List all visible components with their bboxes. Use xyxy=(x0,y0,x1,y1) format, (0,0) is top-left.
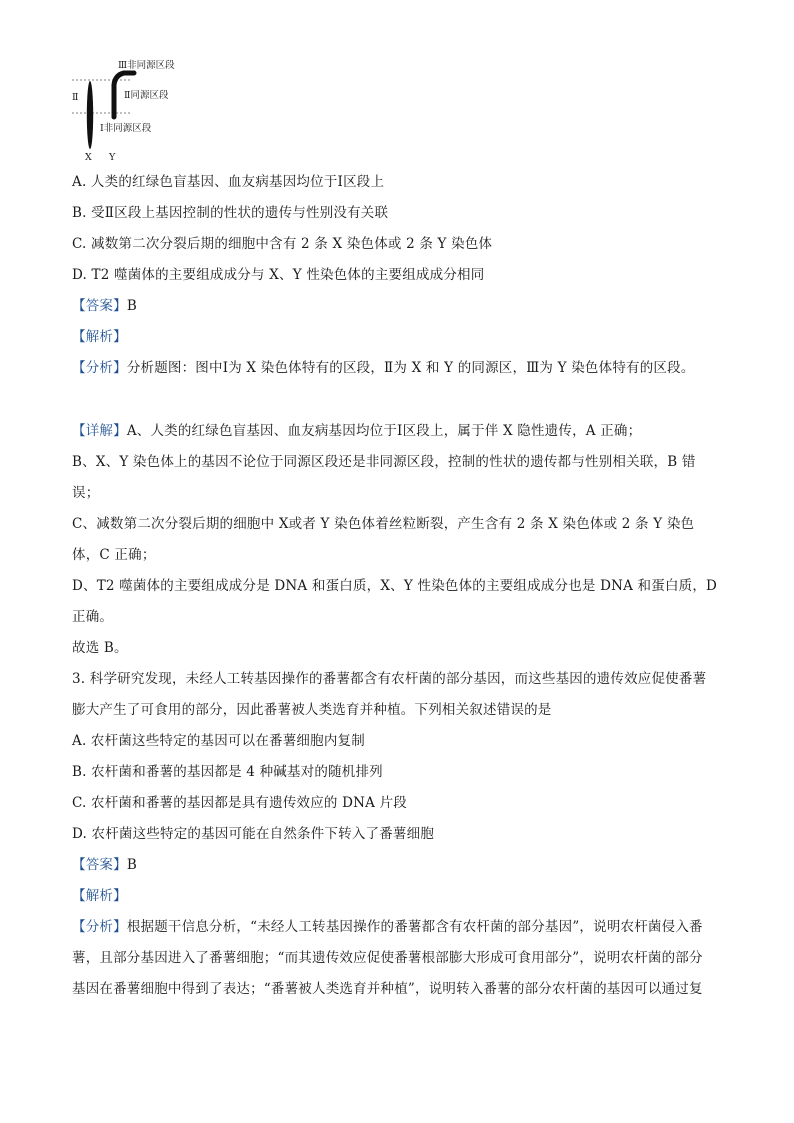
q3-answer-value: B xyxy=(126,857,137,873)
q3-answer-tag: 【答案】 xyxy=(72,857,127,873)
q3-analysis-tag xyxy=(72,886,794,906)
q2-answer xyxy=(72,296,794,316)
q2-fenxi-text: 分析题图：图中Ⅰ为 X 染色体特有的区段，Ⅱ为 X 和 Y 的同源区，Ⅲ为 Y 染色体特有的区段。 xyxy=(126,360,695,376)
q3-option-a: A. 农杆菌这些特定的基因可以在番薯细胞内复制 xyxy=(72,733,365,749)
q3-fenxi-3: 基因在番薯细胞中得到了表达；“番薯被人类选育并种植”，说明转入番薯的部分农杆菌的基因可以通过复 xyxy=(72,981,703,997)
label-segment-iii: Ⅲ非同源区段 xyxy=(118,60,175,71)
q3-analysis-label: 【解析】 xyxy=(72,888,127,904)
q2-xiangjie-b2: 误； xyxy=(72,485,100,501)
q2-analysis-label: 【解析】 xyxy=(72,329,127,345)
chromosome-diagram xyxy=(70,55,220,167)
q2-answer-value: B xyxy=(126,298,137,314)
q2-option-a: A. 人类的红绿色盲基因、血友病基因均位于Ⅰ区段上 xyxy=(72,174,385,190)
label-y: Y xyxy=(109,152,116,163)
q2-analysis-tag xyxy=(72,327,794,347)
label-x: X xyxy=(85,152,92,163)
q2-option-b: B. 受Ⅱ区段上基因控制的性状的遗传与性别没有关联 xyxy=(72,205,389,221)
label-segment-ii: Ⅱ同源区段 xyxy=(124,90,169,101)
q3-stem-2: 膨大产生了可食用的部分，因此番薯被人类选育并种植。下列相关叙述错误的是 xyxy=(72,702,552,718)
q3-stem-1: 3. 科学研究发现，未经人工转基因操作的番薯都含有农杆菌的部分基因，而这些基因的遗传效应促使番薯 xyxy=(72,671,707,687)
q2-xiangjie-d1: D、T2 噬菌体的主要组成成分是 DNA 和蛋白质，X、Y 性染色体的主要组成成分也是 DNA 和蛋白质，D xyxy=(72,578,718,594)
q2-option-d: D. T2 噬菌体的主要组成成分与 X、Y 性染色体的主要组成成分相同 xyxy=(72,267,485,283)
q3-option-c: C. 农杆菌和番薯的基因都是具有遗传效应的 DNA 片段 xyxy=(72,795,407,811)
label-segment-i: Ⅰ非同源区段 xyxy=(100,123,152,134)
q3-fenxi-1 xyxy=(72,917,794,937)
q3-fenxi-tag: 【分析】 xyxy=(72,919,127,935)
chromosome-figure xyxy=(70,55,220,167)
q3-option-b: B. 农杆菌和番薯的基因都是 4 种碱基对的随机排列 xyxy=(72,764,383,780)
q2-fenxi-tag: 【分析】 xyxy=(72,360,127,376)
q3-answer xyxy=(72,855,794,875)
q2-xiangjie-c1: C、减数第二次分裂后期的细胞中 X或者 Y 染色体着丝粒断裂，产生含有 2 条 X 染色体或 2 条 Y 染色 xyxy=(72,516,695,532)
q2-xiangjie-a-text: A、人类的红绿色盲基因、血友病基因均位于Ⅰ区段上，属于伴 X 隐性遗传，A 正确； xyxy=(126,423,642,439)
q2-xiangjie-tag: 【详解】 xyxy=(72,423,127,439)
q2-fenxi xyxy=(72,358,794,378)
q3-option-d: D. 农杆菌这些特定的基因可能在自然条件下转入了番薯细胞 xyxy=(72,826,435,842)
q3-fenxi-1-text: 根据题干信息分析，“未经人工转基因操作的番薯都含有农杆菌的部分基因”，说明农杆菌侵入番 xyxy=(126,919,703,935)
q3-fenxi-2: 薯，且部分基因进入了番薯细胞；“而其遗传效应促使番薯根部膨大形成可食用部分”，说明农杆菌的部分 xyxy=(72,950,703,966)
x-chromosome xyxy=(87,81,93,149)
q2-xiangjie-d2: 正确。 xyxy=(72,609,114,625)
q2-xiangjie-b1: B、X、Y 染色体上的基因不论位于同源区段还是非同源区段，控制的性状的遗传都与性别相关联，B 错 xyxy=(72,454,696,470)
q2-answer-tag: 【答案】 xyxy=(72,298,127,314)
q2-xiangjie-a xyxy=(72,421,794,441)
q2-xiangjie-c2: 体，C 正确； xyxy=(72,547,156,563)
label-segment-ii-side: Ⅱ xyxy=(72,92,79,103)
q2-conclusion: 故选 B。 xyxy=(72,640,128,656)
q2-option-c: C. 减数第二次分裂后期的细胞中含有 2 条 X 染色体或 2 条 Y 染色体 xyxy=(72,236,493,252)
